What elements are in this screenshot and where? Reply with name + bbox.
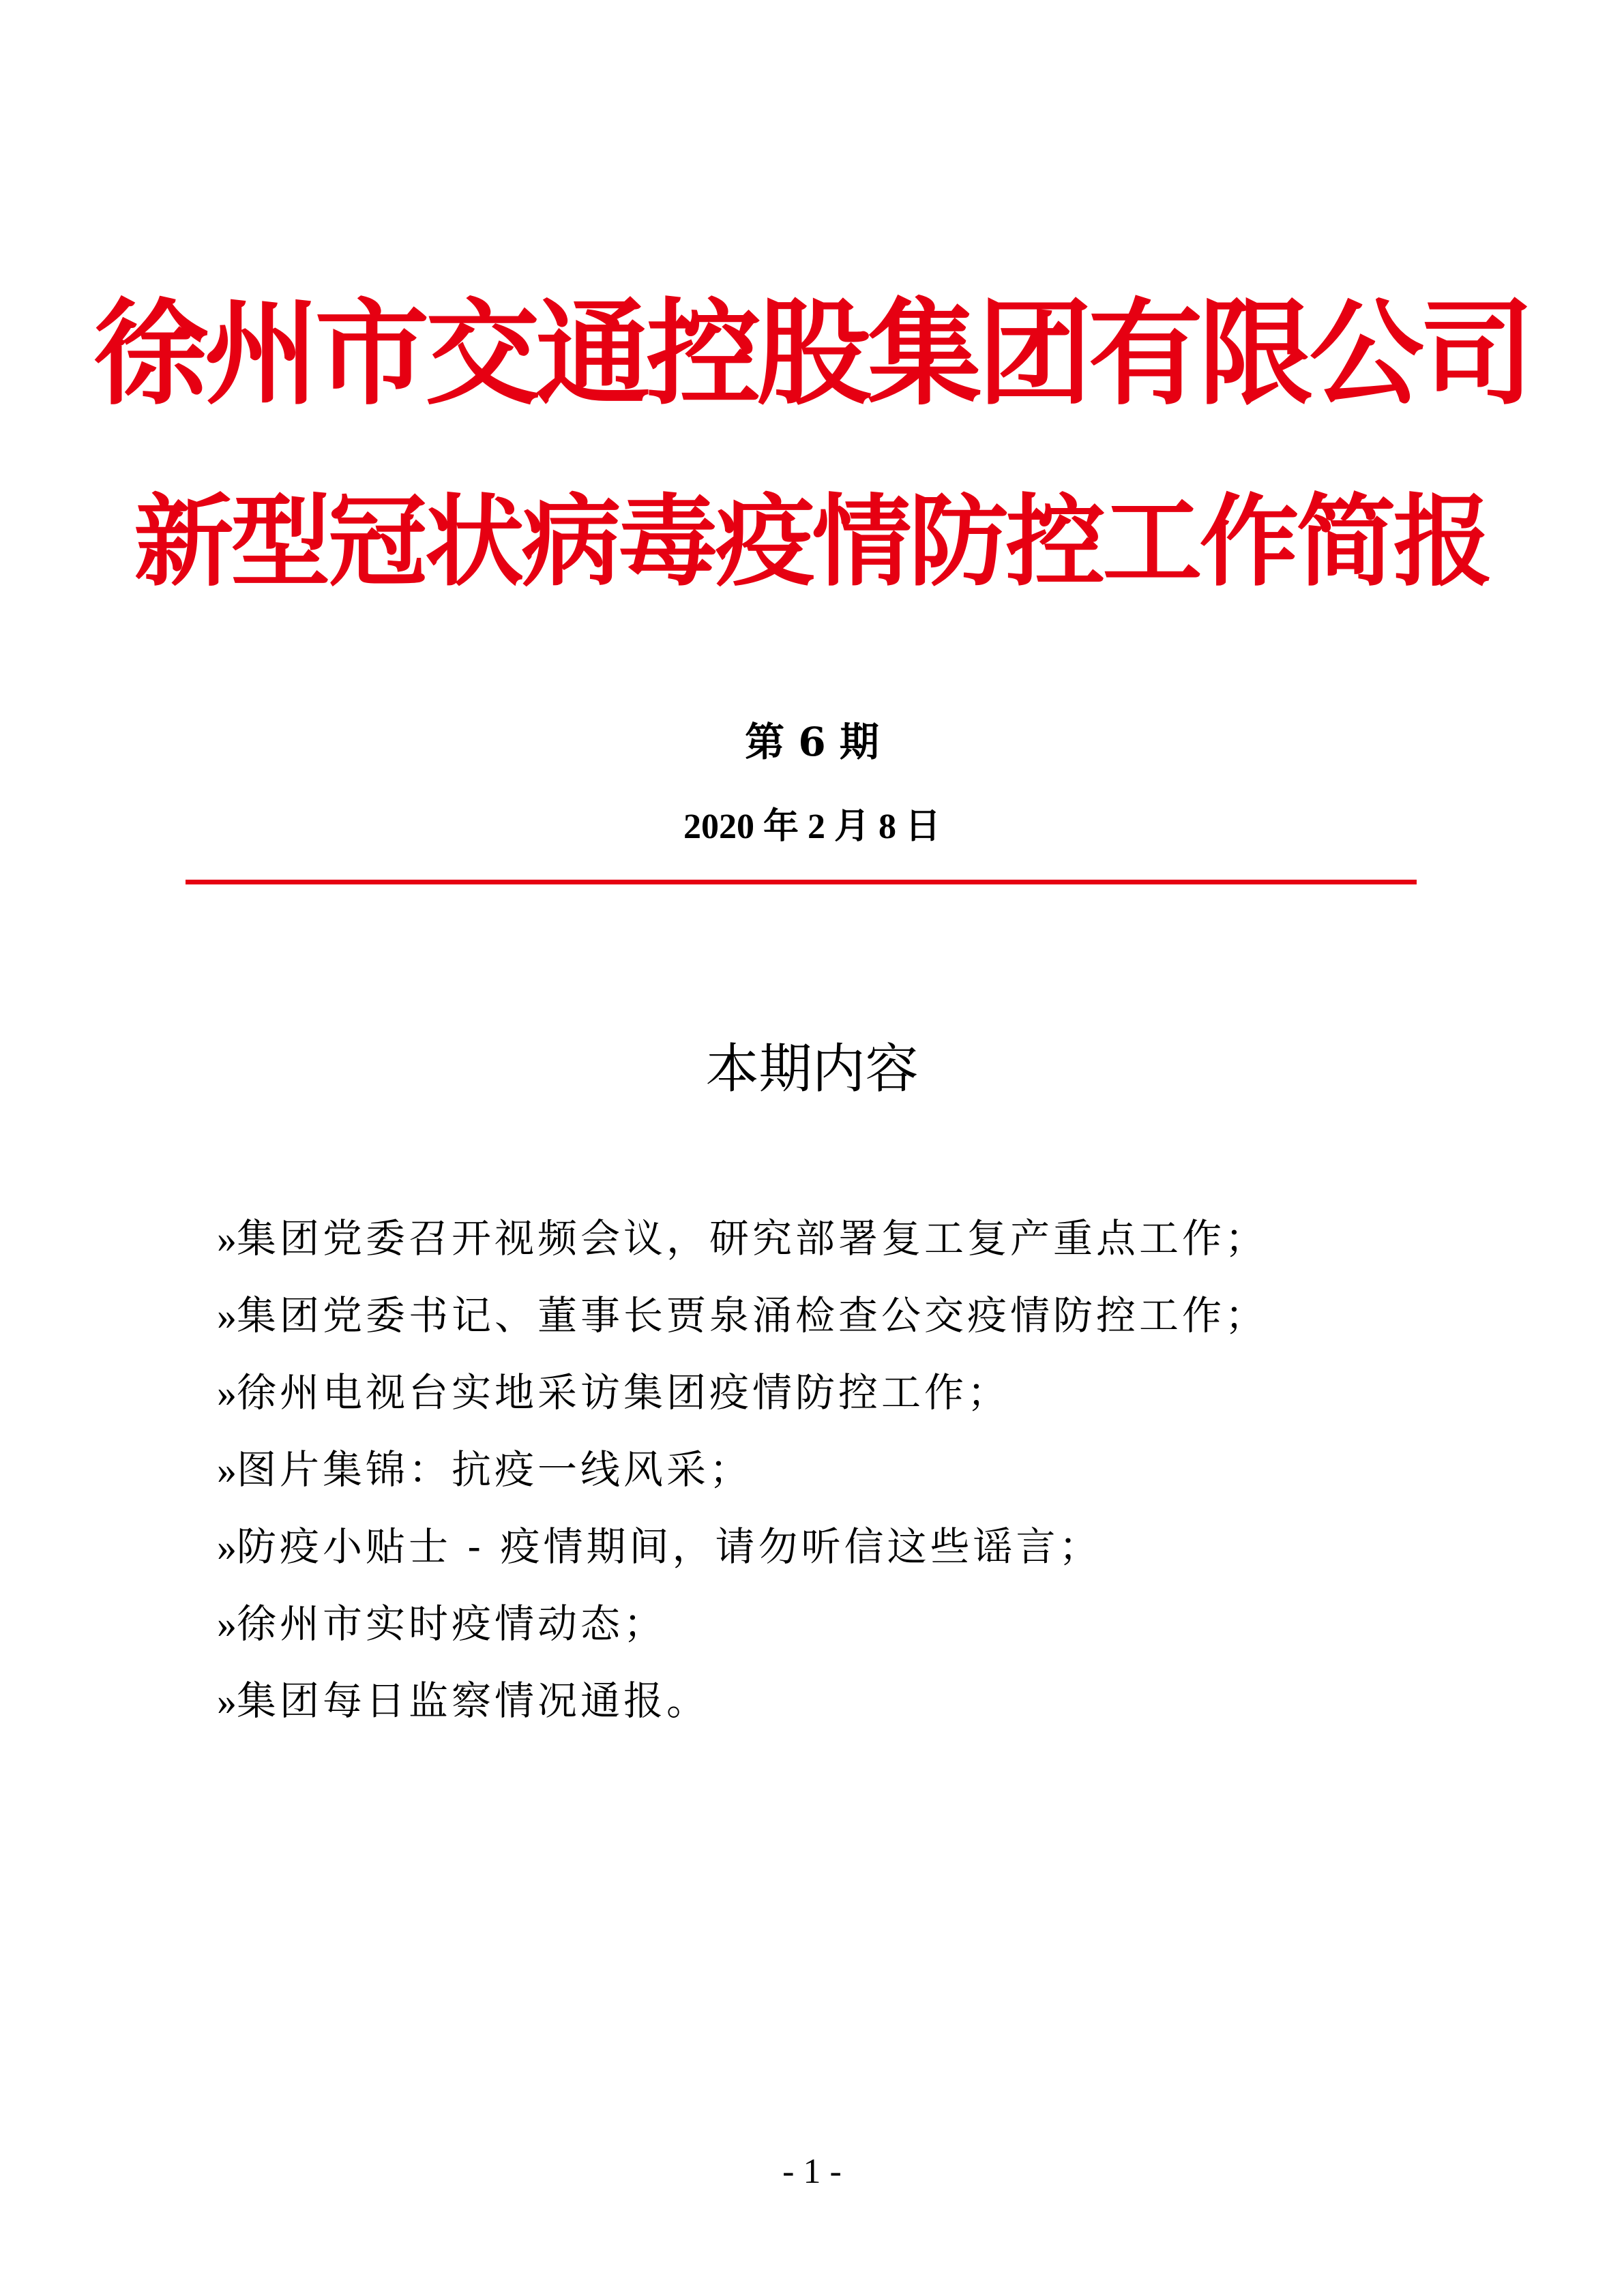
toc-item <box>217 1663 1445 1740</box>
toc-item <box>217 1277 1445 1354</box>
toc-item-text: 防疫小贴士 - 疫情期间，请勿听信这些谣言； <box>237 1523 1102 1570</box>
issue-date: 2020 年 2 月 8 日 <box>683 807 941 846</box>
toc-marker: » <box>217 1217 237 1261</box>
toc-marker: » <box>217 1448 237 1492</box>
masthead-organization: 徐州市交通控股集团有限公司 <box>93 286 1531 421</box>
toc-item-text: 徐州电视台实地采访集团疫情防控工作； <box>237 1369 1011 1416</box>
toc-item <box>217 1508 1445 1585</box>
toc-item <box>217 1200 1445 1277</box>
toc-item <box>217 1431 1445 1508</box>
red-divider-rule <box>186 880 1417 884</box>
toc-marker: » <box>217 1371 237 1415</box>
toc-marker: » <box>217 1525 237 1569</box>
toc-item-text: 集团每日监察情况通报。 <box>237 1678 710 1724</box>
toc-item <box>217 1354 1445 1431</box>
toc-item-text: 图片集锦：抗疫一线风采； <box>237 1446 753 1493</box>
table-of-contents <box>217 1200 1445 1740</box>
page-number: - 1 - <box>782 2152 842 2191</box>
toc-item-text: 徐州市实时疫情动态； <box>237 1600 667 1647</box>
toc-marker: » <box>217 1294 237 1338</box>
contents-heading: 本期内容 <box>705 1039 919 1100</box>
toc-marker: » <box>217 1679 237 1723</box>
toc-item-text: 集团党委召开视频会议，研究部署复工复产重点工作； <box>237 1215 1269 1262</box>
issue-number: 第 6 期 <box>745 719 879 765</box>
toc-marker: » <box>217 1602 237 1646</box>
toc-item-text: 集团党委书记、董事长贾泉涌检查公交疫情防控工作； <box>237 1292 1269 1339</box>
toc-item <box>217 1585 1445 1663</box>
masthead-publication-title: 新型冠状病毒疫情防控工作简报 <box>134 483 1490 600</box>
